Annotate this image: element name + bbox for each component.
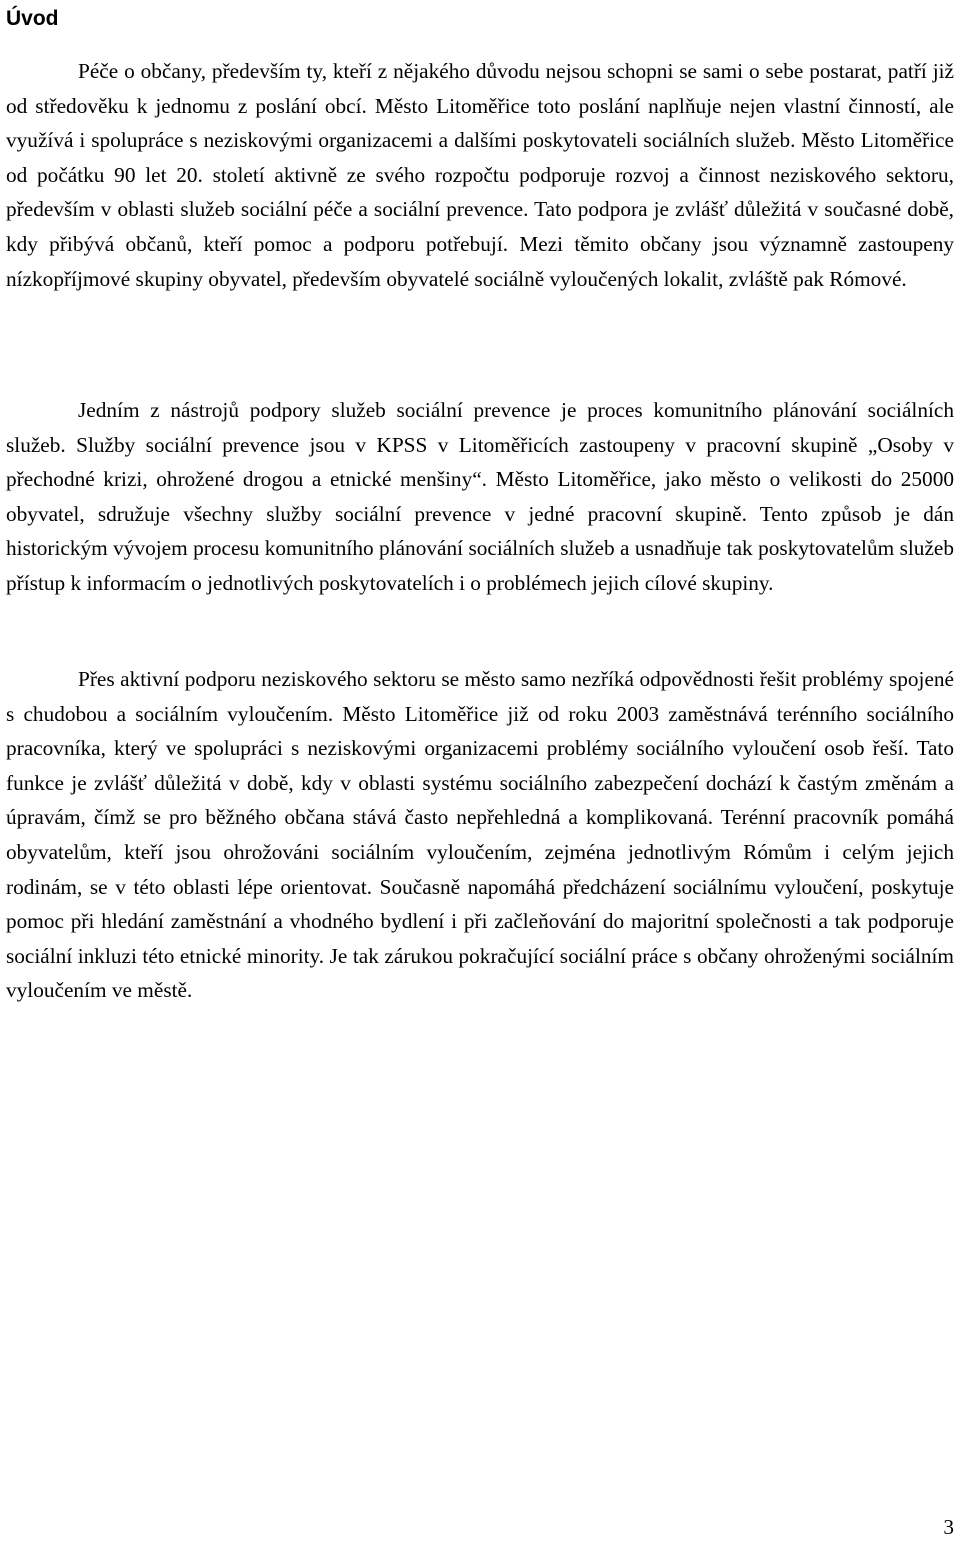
paragraph-field-worker: Přes aktivní podporu neziskového sektoru se město samo nezříká odpovědnosti řešit problémy spojené s chudobou a sociálním vyloučením. Město Litoměřice již od roku 2003 zaměstnává terénního sociálního pracovníka, který ve spolupráci s neziskovými organizacemi problémy sociálního vyloučení osob řeší. Tato funkce je zvlášť důležitá v době, kdy v oblasti systému sociálního zabezpečení dochází k častým změnám a úpravám, čímž se pro běžného občana stává často nepřehledná a komplikovaná. Terénní pracovník pomáhá obyvatelům, kteří jsou ohrožováni sociálním vyloučením, zejména jednotlivým Rómům i celým jejich rodinám, se v této oblasti lépe orientovat. Současně napomáhá předcházení sociálnímu vyloučení, poskytuje pomoc při hledání zaměstnání a vhodného bydlení i při začleňování do majoritní společnosti a tak podporuje sociální inkluzi této etnické minority. Je tak zárukou pokračující sociální práce s občany ohroženými sociálním vyloučením ve městě. <box>6 667 954 1003</box>
paragraph-introduction: Péče o občany, především ty, kteří z nějakého důvodu nejsou schopni se sami o sebe postarat, patří již od středověku k jednomu z poslání obcí. Město Litoměřice toto poslání naplňuje nejen vlastní činností, ale využívá i spolupráce s neziskovými organizacemi a dalšími poskytovateli sociálních služeb. Město Litoměřice od počátku 90 let 20. století aktivně ze svého rozpočtu podporuje rozvoj a činnost neziskového sektoru, především v oblasti služeb sociální péče a sociální prevence. Tato podpora je zvlášť důležitá v současné době, kdy přibývá občanů, kteří pomoc a podporu potřebují. Mezi těmito občany jsou významně zastoupeny nízkopříjmové skupiny obyvatel, především obyvatelé sociálně vyloučených lokalit, zvláště pak Rómové. <box>6 59 954 291</box>
paragraph-community-planning: Jedním z nástrojů podpory služeb sociální prevence je proces komunitního plánování sociálních služeb. Služby sociální prevence jsou v KPSS v Litoměřicích zastoupeny v pracovní skupině „Osoby v přechodné krizi, ohrožené drogou a etnické menšiny“. Město Litoměřice, jako město o velikosti do 25000 obyvatel, sdružuje všechny služby sociální prevence v jedné pracovní skupině. Tento způsob je dán historickým vývojem procesu komunitního plánování sociálních služeb a usnadňuje tak poskytovatelům služeb přístup k informacím o jednotlivých poskytovatelích i o problémech jejich cílové skupiny. <box>6 398 954 595</box>
page-heading: Úvod <box>6 7 59 30</box>
page-number: 3 <box>943 1515 954 1539</box>
